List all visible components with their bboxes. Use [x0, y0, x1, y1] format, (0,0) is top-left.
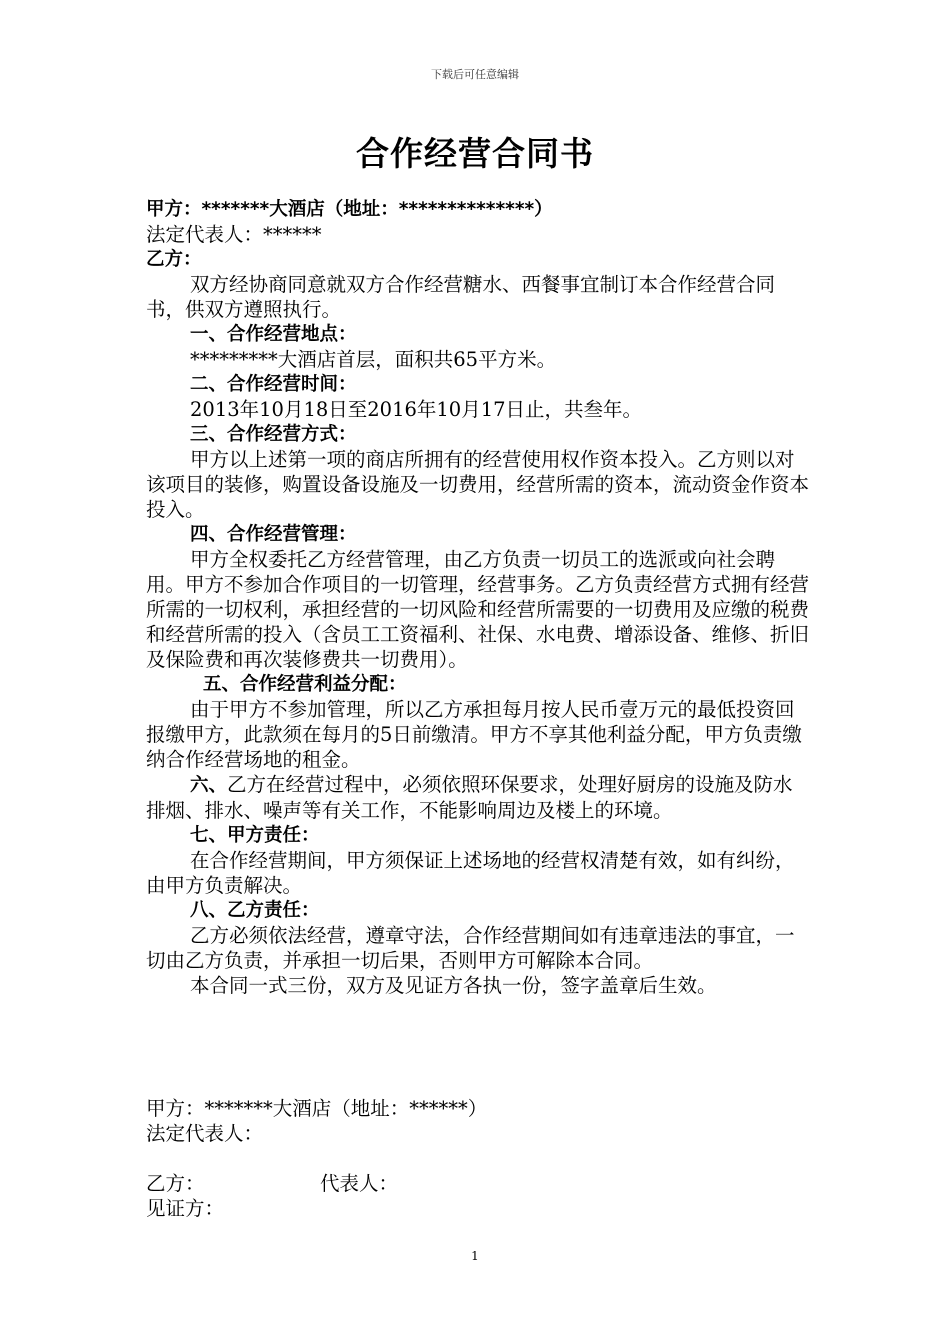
section-8-text: 乙方必须依法经营，遵章守法，合作经营期间如有违章违法的事宜，一切由乙方负责，并承担一切后果，否则甲方可解除本合同。 [146, 924, 795, 972]
section-6-title: 六、 [190, 775, 228, 796]
intro-paragraph: 双方经协商同意就双方合作经营糖水、西餐事宜制订本合作经营合同书，供双方遵照执行。 [146, 273, 776, 321]
sig-representative: 代表人： [320, 1172, 399, 1195]
sig-witness: 见证方： [146, 1197, 225, 1220]
section-5-title: 五、合作经营利益分配： [203, 674, 407, 695]
page-number: 1 [471, 1249, 479, 1263]
party-a-line: 甲方：*******大酒店（地址：**************） [146, 199, 553, 220]
sig-legal-rep: 法定代表人： [146, 1122, 264, 1145]
sig-party-b: 乙方： [146, 1172, 205, 1195]
section-3-text: 甲方以上述第一项的商店所拥有的经营使用权作资本投入。乙方则以对该项目的装修，购置设备设施及一切费用，经营所需的资本，流动资金作资本投入。 [146, 448, 810, 521]
section-2-title: 二、合作经营时间： [190, 374, 357, 395]
section-3-title: 三、合作经营方式： [190, 424, 357, 445]
section-1-title: 一、合作经营地点： [190, 324, 357, 345]
section-6-text: 乙方在经营过程中，必须依照环保要求，处理好厨房的设施及防水排烟、排水、噪声等有关工作，不能影响周边及楼上的环境。 [146, 773, 793, 822]
document-title: 合作经营合同书 [356, 134, 594, 173]
section-4-text: 甲方全权委托乙方经营管理，由乙方负责一切员工的选派或向社会聘用。甲方不参加合作项目的一切管理，经营事务。乙方负责经营方式拥有经营所需的一切权利，承担经营的一切风险和经营所需要的一切费用及应缴的税费和经营所需的投入（含员工工资福利、社保、水电费、增添设备、维修、折旧及保险费和再次装修费共一切费用）。 [146, 548, 810, 671]
legal-rep-line: 法定代表人：****** [146, 223, 322, 246]
section-1-text: *********大酒店首层，面积共65平方米。 [190, 348, 557, 371]
section-6-paragraph [146, 772, 810, 823]
section-5-text: 由于甲方不参加管理，所以乙方承担每月按人民币壹万元的最低投资回报缴甲方，此款须在每月的5日前缴清。甲方不享其他利益分配，甲方负责缴纳合作经营场地的租金。 [146, 698, 802, 771]
section-8-title: 八、乙方责任： [190, 900, 320, 921]
party-b-line: 乙方： [146, 249, 202, 270]
section-7-title: 七、甲方责任： [190, 825, 320, 846]
page-header: 下载后可任意编辑 [431, 68, 519, 81]
closing-paragraph: 本合同一式三份，双方及见证方各执一份，签字盖章后生效。 [190, 974, 717, 997]
section-7-text: 在合作经营期间，甲方须保证上述场地的经营权清楚有效，如有纠纷，由甲方负责解决。 [146, 849, 795, 897]
sig-party-a: 甲方：*******大酒店（地址：******） [146, 1097, 488, 1120]
sig-party-b-row [146, 1171, 399, 1196]
section-2-text: 2013年10月18日至2016年10月17日止，共叁年。 [190, 398, 643, 421]
section-4-title: 四、合作经营管理： [190, 524, 357, 545]
contract-body [146, 197, 810, 998]
